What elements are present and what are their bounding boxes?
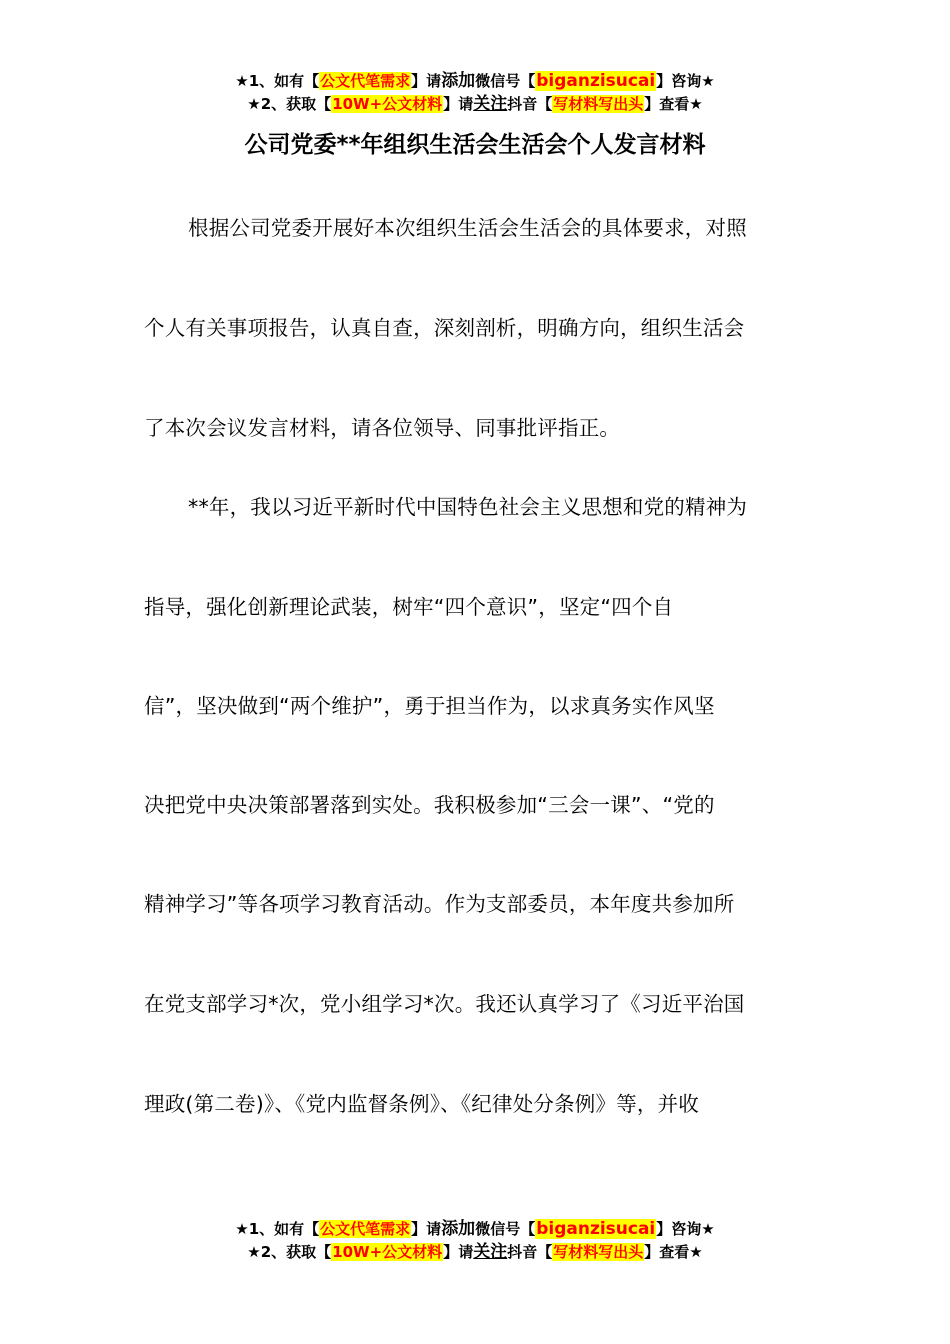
paragraph-line: 指导，强化创新理论武装，树牢“四个意识”，坚定“四个自	[144, 595, 674, 619]
wechat-id: biganzisucai	[536, 71, 656, 91]
douyin-account: 写材料写出头	[553, 1243, 644, 1261]
promo-line-2: ★2、获取【10W+公文材料】请关注抖音【写材料写出头】查看★	[247, 94, 703, 114]
paragraph-line: 个人有关事项报告，认真自查，深刻剖析，明确方向，组织生活会	[144, 316, 745, 340]
douyin-account: 写材料写出头	[553, 95, 644, 113]
promo-line-2: ★2、获取【10W+公文材料】请关注抖音【写材料写出头】查看★	[247, 1242, 703, 1262]
document-title: 公司党委**年组织生活会生活会个人发言材料	[244, 132, 706, 158]
promo-highlight: 10W+公文材料	[332, 1243, 443, 1261]
promo-line-1: ★1、如有【公文代笔需求】请添加微信号【biganzisucai】咨询★	[235, 71, 715, 91]
paragraph-line: 根据公司党委开展好本次组织生活会生活会的具体要求，对照	[188, 216, 747, 240]
bottom-promo-banner	[0, 1218, 950, 1264]
paragraph-line: 精神学习”等各项学习教育活动。作为支部委员，本年度共参加所	[144, 892, 735, 916]
paragraph-line: 理政(第二卷)》、《党内监督条例》、《纪律处分条例》等，并收	[144, 1092, 699, 1116]
paragraph-line: 信”，坚决做到“两个维护”，勇于担当作为，以求真务实作风坚	[144, 694, 715, 718]
promo-highlight: 公文代笔需求	[320, 72, 411, 90]
promo-highlight: 公文代笔需求	[320, 1220, 411, 1238]
promo-highlight: 10W+公文材料	[332, 95, 443, 113]
paragraph-line: **年，我以习近平新时代中国特色社会主义思想和党的精神为	[188, 495, 748, 519]
wechat-id: biganzisucai	[536, 1219, 656, 1239]
paragraph-line: 了本次会议发言材料，请各位领导、同事批评指正。	[144, 416, 621, 440]
paragraph-line: 决把党中央决策部署落到实处。我积极参加“三会一课”、“党的	[144, 793, 715, 817]
paragraph-line: 在党支部学习*次，党小组学习*次。我还认真学习了《习近平治国	[144, 992, 745, 1016]
promo-line-1: ★1、如有【公文代笔需求】请添加微信号【biganzisucai】咨询★	[235, 1219, 715, 1239]
top-promo-banner	[0, 70, 950, 116]
